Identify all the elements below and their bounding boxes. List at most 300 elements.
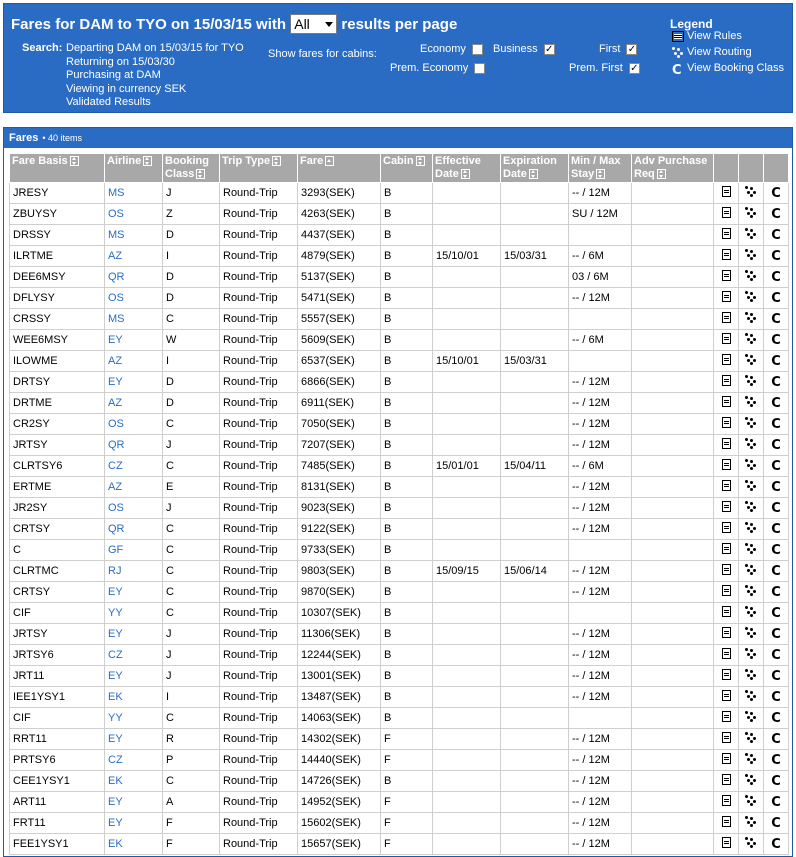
sort-icon[interactable]	[143, 156, 152, 166]
table-cell: 5137(SEK)	[298, 267, 381, 288]
table-cell: C	[163, 771, 220, 792]
table-cell: 9733(SEK)	[298, 540, 381, 561]
airline-link[interactable]: OS	[105, 288, 163, 309]
view-rules-button[interactable]	[714, 477, 739, 498]
table-cell: 13487(SEK)	[298, 687, 381, 708]
view-routing-button[interactable]	[739, 666, 764, 687]
view-routing-button[interactable]	[739, 414, 764, 435]
view-booking-class-button[interactable]	[764, 372, 789, 393]
view-booking-class-button[interactable]	[764, 288, 789, 309]
table-cell: R	[163, 729, 220, 750]
view-routing-button[interactable]	[739, 435, 764, 456]
table-row	[10, 246, 789, 267]
view-booking-class-button[interactable]	[764, 708, 789, 729]
view-routing-button[interactable]	[739, 708, 764, 729]
airline-link[interactable]: EY	[105, 372, 163, 393]
column-header-fare-basis[interactable]: Fare Basis	[10, 154, 105, 183]
business-checkbox[interactable]: ✓	[544, 43, 554, 55]
view-routing-button[interactable]	[739, 729, 764, 750]
table-cell: Round-Trip	[220, 645, 298, 666]
view-booking-class-button[interactable]	[764, 246, 789, 267]
table-cell: 4879(SEK)	[298, 246, 381, 267]
view-rules-button[interactable]	[714, 456, 739, 477]
view-booking-class-button[interactable]	[764, 750, 789, 771]
routing-icon	[745, 711, 757, 722]
table-cell: -- / 12M	[569, 645, 632, 666]
table-cell: I	[163, 687, 220, 708]
table-cell: PRTSY6	[10, 750, 105, 771]
table-cell	[501, 792, 569, 813]
table-cell: Round-Trip	[220, 393, 298, 414]
view-routing-button[interactable]	[739, 792, 764, 813]
table-cell: -- / 12M	[569, 288, 632, 309]
view-rules-button[interactable]	[714, 204, 739, 225]
airline-link[interactable]: EK	[105, 687, 163, 708]
grid-titlebar: Fares • 40 items	[4, 128, 792, 148]
view-booking-class-button[interactable]	[764, 582, 789, 603]
table-cell	[501, 477, 569, 498]
table-cell: 15657(SEK)	[298, 834, 381, 855]
table-cell	[501, 750, 569, 771]
view-booking-class-button[interactable]	[764, 540, 789, 561]
airline-link[interactable]: YY	[105, 708, 163, 729]
airline-link[interactable]: AZ	[105, 393, 163, 414]
search-label: Search:	[22, 42, 63, 54]
table-cell	[501, 540, 569, 561]
view-rules-button[interactable]	[714, 351, 739, 372]
table-row	[10, 330, 789, 351]
routing-icon	[745, 480, 757, 491]
airline-link[interactable]: CZ	[105, 456, 163, 477]
table-cell	[501, 225, 569, 246]
view-booking-class-button[interactable]	[764, 498, 789, 519]
view-rules-button[interactable]	[714, 603, 739, 624]
legend-view-routing[interactable]: View Routing	[672, 46, 752, 58]
view-routing-button[interactable]	[739, 225, 764, 246]
table-cell	[433, 435, 501, 456]
airline-link[interactable]: GF	[105, 540, 163, 561]
rules-icon	[722, 249, 731, 260]
column-header-cabin[interactable]: Cabin	[381, 154, 433, 183]
view-rules-button[interactable]	[714, 666, 739, 687]
view-routing-button[interactable]	[739, 456, 764, 477]
sort-icon[interactable]	[461, 169, 470, 179]
booking-class-icon: C	[771, 479, 781, 495]
view-rules-button[interactable]	[714, 372, 739, 393]
sort-icon[interactable]	[272, 156, 281, 166]
sort-icon[interactable]	[416, 156, 425, 166]
column-header-min-max-stay[interactable]: Min / Max Stay	[569, 154, 632, 183]
view-rules-button[interactable]	[714, 792, 739, 813]
table-cell	[433, 540, 501, 561]
view-routing-button[interactable]	[739, 246, 764, 267]
table-cell	[632, 498, 714, 519]
airline-link[interactable]: EY	[105, 666, 163, 687]
airline-link[interactable]: CZ	[105, 750, 163, 771]
table-cell	[501, 414, 569, 435]
routing-icon	[745, 312, 757, 323]
view-rules-button[interactable]	[714, 414, 739, 435]
table-row	[10, 561, 789, 582]
view-rules-button[interactable]	[714, 225, 739, 246]
view-rules-button[interactable]	[714, 309, 739, 330]
rules-icon	[722, 459, 731, 470]
legend-view-rules[interactable]: View Rules	[672, 30, 742, 42]
view-rules-button[interactable]	[714, 813, 739, 834]
view-booking-class-button[interactable]	[764, 624, 789, 645]
table-cell: -- / 12M	[569, 834, 632, 855]
view-rules-button[interactable]	[714, 288, 739, 309]
airline-link[interactable]: AZ	[105, 477, 163, 498]
airline-link[interactable]: CZ	[105, 645, 163, 666]
table-cell: Round-Trip	[220, 771, 298, 792]
airline-link[interactable]: YY	[105, 603, 163, 624]
table-row	[10, 792, 789, 813]
rules-icon	[722, 522, 731, 533]
booking-class-icon: C	[771, 353, 781, 369]
table-cell	[632, 309, 714, 330]
column-header-booking-class[interactable]: Booking Class	[163, 154, 220, 183]
table-cell	[632, 519, 714, 540]
view-booking-class-button[interactable]	[764, 771, 789, 792]
table-cell: B	[381, 519, 433, 540]
view-routing-button[interactable]	[739, 330, 764, 351]
view-rules-button[interactable]	[714, 645, 739, 666]
view-rules-button[interactable]	[714, 729, 739, 750]
table-cell	[501, 687, 569, 708]
booking-class-icon: C	[771, 395, 781, 411]
search-summary: Departing DAM on 15/03/15 for TYO Returning on 15/03/30 Purchasing at DAM Viewing in currency SEK Validated Results	[66, 42, 244, 108]
table-cell: J	[163, 624, 220, 645]
view-booking-class-button[interactable]	[764, 267, 789, 288]
table-cell	[433, 582, 501, 603]
routing-icon	[745, 795, 757, 806]
booking-class-icon: C	[771, 563, 781, 579]
table-cell	[501, 288, 569, 309]
rules-icon	[722, 648, 731, 659]
view-rules-button[interactable]	[714, 771, 739, 792]
airline-link[interactable]: RJ	[105, 561, 163, 582]
rules-icon	[722, 207, 731, 218]
view-booking-class-button[interactable]	[764, 834, 789, 855]
column-header-adv-purchase-req[interactable]: Adv Purchase Req	[632, 154, 714, 183]
view-booking-class-button[interactable]	[764, 393, 789, 414]
table-cell	[569, 603, 632, 624]
table-cell: D	[163, 267, 220, 288]
view-routing-button[interactable]	[739, 624, 764, 645]
view-booking-class-button[interactable]	[764, 204, 789, 225]
sort-ascending-icon[interactable]	[325, 156, 334, 166]
table-cell: CLRTSY6	[10, 456, 105, 477]
table-cell: J	[163, 183, 220, 204]
view-routing-button[interactable]	[739, 498, 764, 519]
view-booking-class-button[interactable]	[764, 330, 789, 351]
table-cell	[632, 603, 714, 624]
airline-link[interactable]: EY	[105, 582, 163, 603]
view-booking-class-button[interactable]	[764, 729, 789, 750]
table-cell: I	[163, 351, 220, 372]
table-cell: FEE1YSY1	[10, 834, 105, 855]
routing-icon	[745, 207, 757, 218]
view-routing-button[interactable]	[739, 687, 764, 708]
airline-link[interactable]: EK	[105, 771, 163, 792]
table-row	[10, 477, 789, 498]
table-cell: FRT11	[10, 813, 105, 834]
sort-icon[interactable]	[70, 156, 79, 166]
table-cell: 14302(SEK)	[298, 729, 381, 750]
view-booking-class-button[interactable]	[764, 351, 789, 372]
table-row	[10, 729, 789, 750]
table-cell: JRT11	[10, 666, 105, 687]
table-cell: IEE1YSY1	[10, 687, 105, 708]
booking-class-icon: C	[771, 521, 781, 537]
table-cell	[433, 645, 501, 666]
table-cell: 13001(SEK)	[298, 666, 381, 687]
table-cell: 15/04/11	[501, 456, 569, 477]
rules-icon	[722, 312, 731, 323]
view-routing-button[interactable]	[739, 372, 764, 393]
cabin-prem-economy[interactable]: Prem. Economy	[390, 62, 485, 74]
table-cell	[433, 666, 501, 687]
view-routing-button[interactable]	[739, 540, 764, 561]
cabin-business[interactable]: Business ✓	[493, 43, 554, 55]
view-rules-button[interactable]	[714, 834, 739, 855]
table-cell: 8131(SEK)	[298, 477, 381, 498]
view-rules-button[interactable]	[714, 393, 739, 414]
column-header-trip-type[interactable]: Trip Type	[220, 154, 298, 183]
table-row	[10, 750, 789, 771]
view-booking-class-button[interactable]	[764, 456, 789, 477]
table-cell: -- / 12M	[569, 750, 632, 771]
table-cell: 7485(SEK)	[298, 456, 381, 477]
view-booking-class-button[interactable]	[764, 603, 789, 624]
table-cell: 15/03/31	[501, 246, 569, 267]
routing-icon	[745, 585, 757, 596]
table-cell: P	[163, 750, 220, 771]
booking-class-icon: C	[771, 668, 781, 684]
table-cell: B	[381, 498, 433, 519]
table-cell: 15/03/31	[501, 351, 569, 372]
view-routing-button[interactable]	[739, 603, 764, 624]
rules-icon	[722, 732, 731, 743]
rules-icon	[722, 333, 731, 344]
table-cell	[501, 267, 569, 288]
table-cell: 14063(SEK)	[298, 708, 381, 729]
view-rules-button[interactable]	[714, 687, 739, 708]
airline-link[interactable]: QR	[105, 519, 163, 540]
view-booking-class-button[interactable]	[764, 477, 789, 498]
table-cell: 03 / 6M	[569, 267, 632, 288]
table-cell: C	[163, 414, 220, 435]
view-routing-button[interactable]	[739, 477, 764, 498]
cabin-economy[interactable]: Economy	[420, 43, 483, 55]
view-routing-button[interactable]	[739, 771, 764, 792]
view-booking-class-button[interactable]	[764, 519, 789, 540]
fares-grid	[3, 127, 793, 857]
view-routing-button[interactable]	[739, 519, 764, 540]
routing-icon	[745, 816, 757, 827]
table-cell	[569, 225, 632, 246]
table-row	[10, 666, 789, 687]
view-rules-button[interactable]	[714, 246, 739, 267]
table-row	[10, 771, 789, 792]
table-cell: 10307(SEK)	[298, 603, 381, 624]
table-cell	[433, 603, 501, 624]
table-cell: 5609(SEK)	[298, 330, 381, 351]
table-cell: -- / 12M	[569, 666, 632, 687]
table-cell	[632, 372, 714, 393]
table-cell	[632, 750, 714, 771]
airline-link[interactable]: AZ	[105, 246, 163, 267]
first-checkbox[interactable]: ✓	[627, 43, 637, 55]
view-routing-button[interactable]	[739, 204, 764, 225]
view-booking-class-button[interactable]	[764, 561, 789, 582]
table-row	[10, 603, 789, 624]
table-cell: J	[163, 435, 220, 456]
view-rules-button[interactable]	[714, 750, 739, 771]
view-booking-class-button[interactable]	[764, 666, 789, 687]
sort-icon[interactable]	[529, 169, 538, 179]
view-booking-class-button[interactable]	[764, 435, 789, 456]
page-title: Fares for DAM to TYO on 15/03/15 with All results per page	[11, 16, 458, 33]
sort-icon[interactable]	[657, 169, 666, 179]
table-cell: B	[381, 393, 433, 414]
booking-class-icon: C	[771, 542, 781, 558]
legend-title: Legend	[670, 17, 713, 31]
table-cell: CRTSY	[10, 582, 105, 603]
table-row	[10, 372, 789, 393]
table-cell: B	[381, 561, 433, 582]
view-routing-button[interactable]	[739, 267, 764, 288]
booking-class-icon: C	[771, 752, 781, 768]
view-routing-button[interactable]	[739, 351, 764, 372]
airline-link[interactable]: QR	[105, 267, 163, 288]
view-routing-button[interactable]	[739, 393, 764, 414]
view-routing-button[interactable]	[739, 750, 764, 771]
airline-link[interactable]: EY	[105, 813, 163, 834]
table-cell: SU / 12M	[569, 204, 632, 225]
airline-link[interactable]: OS	[105, 498, 163, 519]
table-cell	[632, 729, 714, 750]
table-cell: C	[163, 582, 220, 603]
view-rules-button[interactable]	[714, 519, 739, 540]
view-rules-button[interactable]	[714, 267, 739, 288]
table-cell	[501, 435, 569, 456]
column-header-effective-date[interactable]: Effective Date	[433, 154, 501, 183]
table-cell	[433, 813, 501, 834]
view-rules-button[interactable]	[714, 498, 739, 519]
table-cell: C	[163, 708, 220, 729]
view-booking-class-button[interactable]	[764, 792, 789, 813]
table-cell	[433, 708, 501, 729]
view-routing-button[interactable]	[739, 834, 764, 855]
rules-icon	[722, 606, 731, 617]
table-cell: CRSSY	[10, 309, 105, 330]
view-routing-button[interactable]	[739, 183, 764, 204]
airline-link[interactable]: OS	[105, 204, 163, 225]
view-booking-class-button[interactable]	[764, 645, 789, 666]
sort-icon[interactable]	[596, 169, 605, 179]
table-cell: JRTSY	[10, 435, 105, 456]
prem-first-checkbox[interactable]: ✓	[630, 62, 639, 74]
view-rules-button[interactable]	[714, 435, 739, 456]
view-rules-button[interactable]	[714, 540, 739, 561]
table-cell	[632, 582, 714, 603]
table-cell: B	[381, 687, 433, 708]
airline-link[interactable]: MS	[105, 183, 163, 204]
column-header-airline[interactable]: Airline	[105, 154, 163, 183]
routing-icon	[745, 774, 757, 785]
airline-link[interactable]: QR	[105, 435, 163, 456]
table-row	[10, 414, 789, 435]
legend-view-booking-class[interactable]: C View Booking Class	[672, 62, 785, 78]
view-rules-button[interactable]	[714, 183, 739, 204]
column-header-expiration-date[interactable]: Expiration Date	[501, 154, 569, 183]
view-routing-button[interactable]	[739, 288, 764, 309]
airline-link[interactable]: EK	[105, 834, 163, 855]
view-rules-button[interactable]	[714, 330, 739, 351]
table-cell: A	[163, 792, 220, 813]
booking-class-icon: C	[771, 416, 781, 432]
table-cell: B	[381, 603, 433, 624]
view-booking-class-button[interactable]	[764, 183, 789, 204]
table-cell: C	[163, 603, 220, 624]
prem-economy-checkbox[interactable]	[474, 63, 485, 74]
table-cell	[501, 309, 569, 330]
table-cell: 6911(SEK)	[298, 393, 381, 414]
table-cell: CLRTMC	[10, 561, 105, 582]
cabin-prem-first[interactable]: Prem. First ✓	[569, 62, 639, 74]
airline-link[interactable]: EY	[105, 729, 163, 750]
airline-link[interactable]: AZ	[105, 351, 163, 372]
column-header-fare[interactable]: Fare	[298, 154, 381, 183]
airline-link[interactable]: EY	[105, 624, 163, 645]
per-page-select[interactable]: All	[290, 14, 337, 34]
table-cell: B	[381, 288, 433, 309]
table-cell: B	[381, 456, 433, 477]
view-routing-button[interactable]	[739, 645, 764, 666]
view-routing-button[interactable]	[739, 813, 764, 834]
booking-class-icon: C	[771, 815, 781, 831]
economy-checkbox[interactable]	[472, 44, 483, 55]
sort-icon[interactable]	[196, 169, 205, 179]
view-booking-class-button[interactable]	[764, 225, 789, 246]
view-rules-button[interactable]	[714, 561, 739, 582]
view-booking-class-button[interactable]	[764, 309, 789, 330]
table-cell: Round-Trip	[220, 498, 298, 519]
view-booking-class-button[interactable]	[764, 687, 789, 708]
view-booking-class-button[interactable]	[764, 414, 789, 435]
airline-link[interactable]: EY	[105, 330, 163, 351]
airline-link[interactable]: MS	[105, 225, 163, 246]
airline-link[interactable]: EY	[105, 792, 163, 813]
view-routing-button[interactable]	[739, 561, 764, 582]
airline-link[interactable]: MS	[105, 309, 163, 330]
view-rules-button[interactable]	[714, 624, 739, 645]
view-booking-class-button[interactable]	[764, 813, 789, 834]
cabin-first[interactable]: First ✓	[599, 43, 637, 55]
table-cell: -- / 12M	[569, 771, 632, 792]
view-routing-button[interactable]	[739, 582, 764, 603]
table-cell: Round-Trip	[220, 414, 298, 435]
view-rules-button[interactable]	[714, 708, 739, 729]
view-routing-button[interactable]	[739, 309, 764, 330]
table-cell	[433, 771, 501, 792]
airline-link[interactable]: OS	[105, 414, 163, 435]
view-rules-button[interactable]	[714, 582, 739, 603]
table-cell: DEE6MSY	[10, 267, 105, 288]
table-row	[10, 813, 789, 834]
